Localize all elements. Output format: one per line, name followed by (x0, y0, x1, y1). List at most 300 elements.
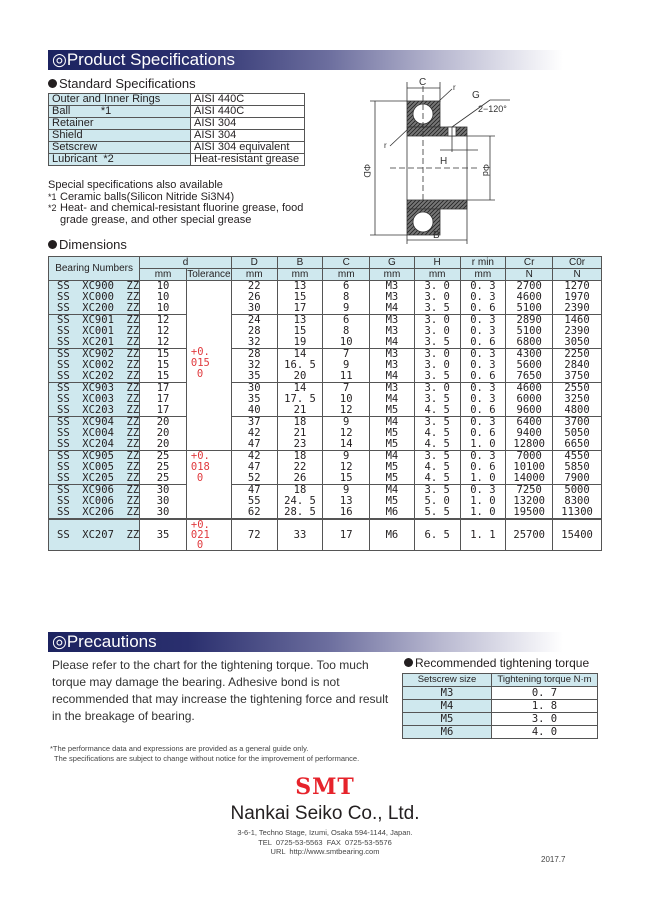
tolerance-cell (186, 281, 231, 451)
table-row (49, 405, 602, 417)
cell-value: 25 (140, 473, 187, 485)
cell-value: M4 (370, 394, 415, 405)
footnote-mark: *1 (48, 191, 57, 202)
cell-value: 0. 6 (460, 337, 506, 349)
cell-value: 26 (231, 292, 277, 303)
tolerance-lower: 0 (196, 472, 204, 484)
spec-row (49, 118, 305, 130)
cell-value: 17 (140, 405, 187, 417)
torque-value: 0. 7 (492, 687, 598, 700)
company-contact (0, 828, 650, 857)
torque-value: 4. 0 (492, 726, 598, 739)
col-rmin: r min (460, 257, 506, 269)
cell-value: M4 (370, 485, 415, 497)
cell-value: 52 (231, 473, 277, 485)
col-H: H (414, 257, 460, 269)
cell-value: 19500 (506, 507, 553, 519)
cell-value: 9600 (506, 405, 553, 417)
spec-value: AISI 304 (191, 130, 305, 142)
cell-value: 28 (231, 349, 277, 361)
cell-value: 4550 (553, 451, 602, 463)
svg-text:2−120°: 2−120° (478, 104, 507, 114)
cell-value: 17 (277, 303, 323, 315)
cell-value: 2390 (553, 303, 602, 315)
setscrew-size: M6 (403, 726, 492, 739)
cell-value: M4 (370, 417, 415, 429)
heading-text: Standard Specifications (59, 76, 196, 91)
cell-value: 15 (140, 349, 187, 361)
unit-header: N (506, 269, 553, 281)
cell-value: 12 (323, 405, 370, 417)
cell-value: 4600 (506, 292, 553, 303)
cell-value: 18 (277, 417, 323, 429)
spec-row (49, 94, 305, 106)
cell-value: 6000 (506, 394, 553, 405)
cell-value: 10 (323, 337, 370, 349)
cell-value: 3. 5 (414, 485, 460, 497)
spec-value: AISI 304 equivalent (191, 142, 305, 154)
cell-value: 35 (231, 394, 277, 405)
cell-value: 30 (140, 496, 187, 507)
cell-value: 40 (231, 405, 277, 417)
company-name: Nankai Seiko Co., Ltd. (230, 803, 420, 824)
cell-value: 30 (231, 383, 277, 395)
cell-value: 1270 (553, 281, 602, 293)
cell-value: 4. 5 (414, 462, 460, 473)
setscrew-size: M3 (403, 687, 492, 700)
cell-value: 3. 0 (414, 349, 460, 361)
tolerance-lower: 0 (196, 368, 204, 380)
cell-value: 12 (140, 337, 187, 349)
cell-value: 4. 5 (414, 405, 460, 417)
cell-value: 11 (323, 371, 370, 383)
cell-value: 18 (277, 451, 323, 463)
cell-value: 15 (140, 360, 187, 371)
bearing-number: SS XC903 ZZ (49, 383, 140, 395)
cell-value: 3. 0 (414, 315, 460, 327)
cell-value: 3. 0 (414, 292, 460, 303)
cell-value: M3 (370, 383, 415, 395)
cell-value: 4800 (553, 405, 602, 417)
cell-value: 3. 5 (414, 337, 460, 349)
cell-value: 15400 (553, 519, 602, 551)
table-row (49, 303, 602, 315)
precautions-text: Please refer to the chart for the tightening torque. Too much torque may damage the bearing. Adhesive bond is not recommended that may increase the tightening force and result in the breakage of bearing. (52, 658, 389, 723)
cell-value: 8 (323, 326, 370, 337)
cell-value: 30 (140, 485, 187, 497)
col-C0r: C0r (553, 257, 602, 269)
cell-value: 4300 (506, 349, 553, 361)
cell-value: 18 (277, 485, 323, 497)
cell-value: 12800 (506, 439, 553, 451)
cell-value: 10 (140, 281, 187, 293)
cell-value: 19 (277, 337, 323, 349)
cell-value: M6 (370, 519, 415, 551)
cell-value: M3 (370, 326, 415, 337)
cell-value: 47 (231, 439, 277, 451)
cell-value: 15 (323, 473, 370, 485)
cell-value: 3700 (553, 417, 602, 429)
cell-value: M5 (370, 473, 415, 485)
cell-value: 3050 (553, 337, 602, 349)
cell-value: 20 (140, 417, 187, 429)
cell-value: 26 (277, 473, 323, 485)
tolerance-lower: 0 (196, 539, 204, 551)
cell-value: 0. 6 (460, 371, 506, 383)
cell-value: M3 (370, 281, 415, 293)
cell-value: 9 (323, 485, 370, 497)
unit-header: mm (231, 269, 277, 281)
cell-value: 28 (231, 326, 277, 337)
cell-value: 21 (277, 405, 323, 417)
cell-value: 15 (140, 371, 187, 383)
torque-value: 1. 8 (492, 700, 598, 713)
cell-value: 7 (323, 383, 370, 395)
address: 3-6-1, Techno Stage, Izumi, Osaka 594-1144, Japan. (237, 828, 413, 837)
unit-header: mm (370, 269, 415, 281)
cell-value: M5 (370, 405, 415, 417)
table-row (49, 371, 602, 383)
cell-value: 3. 5 (414, 417, 460, 429)
unit-header: mm (323, 269, 370, 281)
spec-row (49, 106, 305, 118)
cell-value: 8 (323, 292, 370, 303)
setscrew-size: M5 (403, 713, 492, 726)
cell-value: 0. 3 (460, 326, 506, 337)
dimensions-table (48, 256, 602, 551)
cell-value: 5600 (506, 360, 553, 371)
cell-value: 0. 3 (460, 292, 506, 303)
bearing-number: SS XC904 ZZ (49, 417, 140, 429)
bearing-number: SS XC906 ZZ (49, 485, 140, 497)
table-row (49, 439, 602, 451)
col-Cr: Cr (506, 257, 553, 269)
cell-value: 30 (231, 303, 277, 315)
table-row (49, 519, 602, 551)
cell-value: 14 (323, 439, 370, 451)
cell-value: M6 (370, 507, 415, 519)
cell-value: 1. 0 (460, 507, 506, 519)
svg-text:ΦD: ΦD (362, 164, 372, 178)
cell-value: 6 (323, 315, 370, 327)
cell-value: 3. 0 (414, 383, 460, 395)
bearing-number: SS XC000 ZZ (49, 292, 140, 303)
disclaimer-line: *The performance data and expressions are provided as a general guide only. (50, 744, 309, 753)
cell-value: 16 (323, 507, 370, 519)
cell-value: 7000 (506, 451, 553, 463)
cell-value: 13 (277, 315, 323, 327)
cell-value: M5 (370, 439, 415, 451)
bearing-number: SS XC002 ZZ (49, 360, 140, 371)
cell-value: M4 (370, 371, 415, 383)
bearing-number: SS XC900 ZZ (49, 281, 140, 293)
tolerance-upper: +0. 018 (190, 450, 210, 473)
cell-value: 3. 0 (414, 281, 460, 293)
cell-value: 2550 (553, 383, 602, 395)
cell-value: 6400 (506, 417, 553, 429)
svg-text:Φd: Φd (481, 164, 491, 177)
cell-value: 9 (323, 417, 370, 429)
cell-value: 10 (323, 394, 370, 405)
cell-value: 35 (140, 519, 187, 551)
cell-value: 14 (277, 383, 323, 395)
cell-value: 5850 (553, 462, 602, 473)
spec-notes (48, 180, 358, 226)
cell-value: 7900 (553, 473, 602, 485)
cell-value: 6 (323, 281, 370, 293)
disclaimer-line: The specifications are subject to change without notice for the improvement of performance. (50, 754, 360, 763)
footnote-text: Ceramic balls(Silicon Nitride Si3N4) (60, 190, 235, 203)
cell-value: 5050 (553, 428, 602, 439)
website-url[interactable]: URL http://www.smtbearing.com (270, 847, 380, 856)
footnote-mark: *2 (48, 203, 57, 213)
cell-value: M4 (370, 337, 415, 349)
col-G: G (370, 257, 415, 269)
unit-header: mm (460, 269, 506, 281)
cell-value: 30 (140, 507, 187, 519)
table-row (49, 337, 602, 349)
col-C: C (323, 257, 370, 269)
cell-value: 3250 (553, 394, 602, 405)
bearing-number: SS XC204 ZZ (49, 439, 140, 451)
tel-fax: TEL 0725-53-5563 FAX 0725-53-5576 (258, 837, 392, 847)
bearing-number: SS XC004 ZZ (49, 428, 140, 439)
cell-value: M5 (370, 428, 415, 439)
bearing-number: SS XC203 ZZ (49, 405, 140, 417)
cell-value: 3. 5 (414, 451, 460, 463)
spec-row (49, 142, 305, 154)
spec-key: Shield (49, 130, 191, 142)
footnote-2 (48, 203, 358, 226)
cell-value: 9 (323, 451, 370, 463)
cell-value: 3. 5 (414, 394, 460, 405)
cell-value: 10 (140, 303, 187, 315)
cell-value: 0. 3 (460, 281, 506, 293)
cell-value: 9 (323, 360, 370, 371)
cell-value: 4. 5 (414, 473, 460, 485)
cell-value: 2700 (506, 281, 553, 293)
cell-value: M3 (370, 360, 415, 371)
spec-value: AISI 440C (191, 106, 305, 118)
torque-row (403, 687, 598, 700)
cell-value: 0. 6 (460, 462, 506, 473)
cell-value: 1. 0 (460, 439, 506, 451)
bearing-number: SS XC205 ZZ (49, 473, 140, 485)
cell-value: 37 (231, 417, 277, 429)
cell-value: 10100 (506, 462, 553, 473)
cell-value: 47 (231, 485, 277, 497)
cell-value: 2250 (553, 349, 602, 361)
cell-value: 20 (277, 371, 323, 383)
unit-header: Tolerance (187, 269, 231, 280)
cell-value: 7250 (506, 485, 553, 497)
cell-value: 2890 (506, 315, 553, 327)
cell-value: 4600 (506, 383, 553, 395)
cell-value: 12 (323, 428, 370, 439)
cell-value: 22 (231, 281, 277, 293)
cell-value: M5 (370, 496, 415, 507)
spec-value: Heat-resistant grease (191, 154, 305, 166)
heading-text: Dimensions (59, 237, 127, 252)
spec-key: Retainer (49, 118, 191, 130)
cell-value: 0. 6 (460, 428, 506, 439)
tolerance-upper: +0. 015 (190, 346, 210, 369)
unit-header: mm (140, 269, 187, 281)
cell-value: M3 (370, 292, 415, 303)
cell-value: 25 (140, 451, 187, 463)
cell-value: 3750 (553, 371, 602, 383)
cell-value: 14 (277, 349, 323, 361)
cell-value: 0. 3 (460, 383, 506, 395)
tolerance-cell (186, 451, 231, 520)
cell-value: 6650 (553, 439, 602, 451)
cell-value: 9400 (506, 428, 553, 439)
spec-key: Lubricant *2 (49, 154, 191, 166)
col-d: d (140, 257, 232, 269)
cell-value: 3. 0 (414, 360, 460, 371)
spec-row (49, 154, 305, 166)
cell-value: 16. 5 (277, 360, 323, 371)
cell-value: 1. 0 (460, 496, 506, 507)
tolerance-cell (186, 519, 231, 551)
svg-text:r: r (384, 141, 387, 150)
cell-value: 24 (231, 315, 277, 327)
torque-row (403, 700, 598, 713)
cell-value: 13 (323, 496, 370, 507)
cell-value: 7650 (506, 371, 553, 383)
label-C: C (419, 77, 427, 88)
bullet-icon (48, 240, 57, 249)
cell-value: 21 (277, 428, 323, 439)
cell-value: 25700 (506, 519, 553, 551)
cell-value: 15 (277, 326, 323, 337)
cell-value: M3 (370, 349, 415, 361)
cell-value: 17 (323, 519, 370, 551)
col-B: B (277, 257, 323, 269)
torque-heading (404, 656, 589, 670)
cell-value: 0. 3 (460, 485, 506, 497)
cell-value: 25 (140, 462, 187, 473)
bearing-number: SS XC201 ZZ (49, 337, 140, 349)
cell-value: 28. 5 (277, 507, 323, 519)
cell-value: M4 (370, 451, 415, 463)
cell-value: 5. 5 (414, 507, 460, 519)
bearing-number: SS XC001 ZZ (49, 326, 140, 337)
bearing-number: SS XC206 ZZ (49, 507, 140, 519)
cell-value: 22 (277, 462, 323, 473)
cell-value: 2390 (553, 326, 602, 337)
disclaimer (50, 744, 359, 764)
section-header-product-specifications: ◎Product Specifications (48, 50, 608, 70)
bearing-number: SS XC905 ZZ (49, 451, 140, 463)
svg-text:G: G (472, 90, 480, 101)
bullet-icon (48, 79, 57, 88)
bearing-cross-section-diagram (360, 72, 520, 244)
section-header-precautions: ◎Precautions (48, 632, 608, 652)
cell-value: 20 (140, 439, 187, 451)
col-setscrew-size: Setscrew size (403, 674, 492, 687)
cell-value: 42 (231, 451, 277, 463)
standard-specifications-heading (48, 77, 196, 91)
bearing-number: SS XC200 ZZ (49, 303, 140, 315)
cell-value: 6. 5 (414, 519, 460, 551)
cell-value: 1. 1 (460, 519, 506, 551)
spec-key: Outer and Inner Rings (49, 94, 191, 106)
cell-value: 7 (323, 349, 370, 361)
setscrew-size: M4 (403, 700, 492, 713)
bearing-number: SS XC006 ZZ (49, 496, 140, 507)
heading-text: Recommended tightening torque (415, 656, 590, 670)
table-row (49, 507, 602, 519)
cell-value: 17. 5 (277, 394, 323, 405)
cell-value: 32 (231, 360, 277, 371)
cell-value: 24. 5 (277, 496, 323, 507)
cell-value: 0. 3 (460, 349, 506, 361)
cell-value: 55 (231, 496, 277, 507)
torque-value: 3. 0 (492, 713, 598, 726)
cell-value: 17 (140, 383, 187, 395)
col-bearing-numbers: Bearing Numbers (49, 257, 140, 281)
unit-header: mm (277, 269, 323, 281)
cell-value: 5100 (506, 326, 553, 337)
cell-value: 6800 (506, 337, 553, 349)
cell-value: 0. 3 (460, 360, 506, 371)
cell-value: 62 (231, 507, 277, 519)
bearing-number: SS XC202 ZZ (49, 371, 140, 383)
tolerance-upper: +0. 021 (190, 519, 210, 541)
spec-key: Setscrew (49, 142, 191, 154)
bearing-number: SS XC207 ZZ (49, 519, 140, 551)
unit-header: N (553, 269, 602, 281)
cell-value: M4 (370, 303, 415, 315)
bearing-number: SS XC003 ZZ (49, 394, 140, 405)
cell-value: 4. 5 (414, 428, 460, 439)
cell-value: 3. 5 (414, 371, 460, 383)
cell-value: 5. 0 (414, 496, 460, 507)
cell-value: 20 (140, 428, 187, 439)
spec-key: Ball *1 (49, 106, 191, 118)
cell-value: 4. 5 (414, 439, 460, 451)
cell-value: M3 (370, 315, 415, 327)
cell-value: 12 (140, 315, 187, 327)
bearing-number: SS XC902 ZZ (49, 349, 140, 361)
cell-value: 5100 (506, 303, 553, 315)
standard-specifications-table (48, 93, 305, 166)
cell-value: 1. 0 (460, 473, 506, 485)
cell-value: 0. 6 (460, 303, 506, 315)
bearing-number: SS XC901 ZZ (49, 315, 140, 327)
cell-value: 1970 (553, 292, 602, 303)
cell-value: 13200 (506, 496, 553, 507)
svg-text:B: B (433, 230, 440, 241)
svg-text:r: r (453, 83, 456, 92)
spec-value: AISI 440C (191, 94, 305, 106)
spec-row (49, 130, 305, 142)
smt-logo: SMT (295, 774, 355, 800)
cell-value: 72 (231, 519, 277, 551)
cell-value: 8300 (553, 496, 602, 507)
bearing-number: SS XC005 ZZ (49, 462, 140, 473)
cell-value: 10 (140, 292, 187, 303)
cell-value: 3. 0 (414, 326, 460, 337)
table-row (49, 473, 602, 485)
cell-value: 42 (231, 428, 277, 439)
cell-value: 15 (277, 292, 323, 303)
cell-value: 13 (277, 281, 323, 293)
cell-value: 17 (140, 394, 187, 405)
bullet-icon (404, 658, 413, 667)
cell-value: 2840 (553, 360, 602, 371)
